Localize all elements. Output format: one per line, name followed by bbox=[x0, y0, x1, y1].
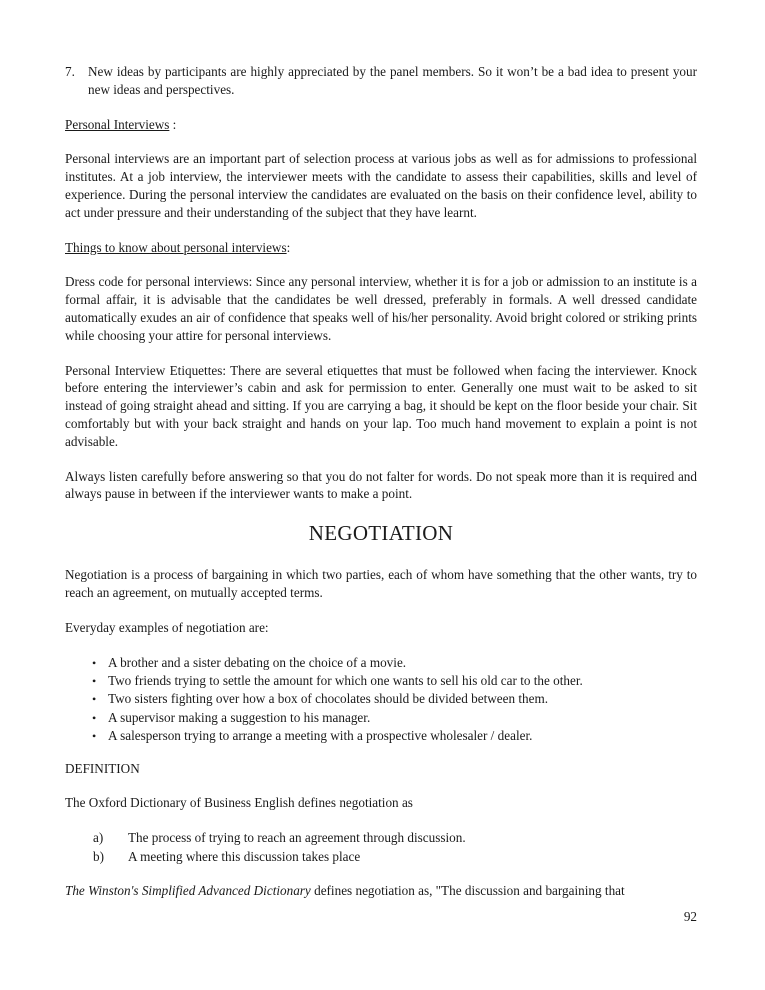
heading-personal-interviews-suffix: : bbox=[169, 116, 177, 132]
heading-definition: DEFINITION bbox=[65, 760, 140, 776]
page-content bbox=[65, 63, 697, 900]
list-item-label: Two friends trying to settle the amount for which one wants to sell his old car to the other. bbox=[108, 672, 583, 688]
list-item-marker: a) bbox=[93, 830, 104, 846]
paragraph-oxford-definition-lead: The Oxford Dictionary of Business English defines negotiation as bbox=[65, 795, 413, 811]
heading-personal-interviews bbox=[65, 116, 697, 134]
heading-things-to-know-suffix: : bbox=[286, 239, 291, 255]
page-number: 92 bbox=[683, 909, 697, 924]
list-item-label: Two sisters fighting over how a box of chocolates should be divided between them. bbox=[108, 691, 549, 707]
list-item bbox=[65, 727, 697, 745]
paragraph-interview-etiquettes: Personal Interview Etiquettes: There are several etiquettes that must be followed when facing the interviewer. Knock before entering the interviewer’s cabin and ask for permission to enter. Generally one must wait to be asked to sit instead of going straight ahead and sitting. If you are carrying a bag, it should be kept on the floor beside your chair. Sit comfortably but with your back straight and hands on your lap. Too much hand movement to explain a point is not advisable. bbox=[65, 362, 697, 449]
paragraph-always-listen: Always listen carefully before answering so that you do not falter for words. Do not speak more than it is required and always pause in between if the interviewer wants to make a point. bbox=[65, 468, 697, 502]
paragraph-dress-code: Dress code for personal interviews: Since any personal interview, whether it is for a job or admission to an institute is a formal affair, it is advisable that the candidates be well dressed, preferably in formals. A well dressed candidate automatically exudes an air of confidence that speaks well of his/her personality. Avoid bright colored or striking prints while choosing your attire for personal interviews. bbox=[65, 274, 697, 343]
paragraph-winstons-dictionary bbox=[65, 882, 697, 900]
cited-dictionary-title: The Winston's Simplified Advanced Dictionary bbox=[65, 883, 311, 899]
list-item-label: A brother and a sister debating on the choice of a movie. bbox=[108, 654, 407, 670]
paragraph-personal-interviews-intro: Personal interviews are an important part of selection process at various jobs as well as for admissions to professional institutes. At a job interview, the interviewer meets with the candidate to assess their capabilities, skills and level of experience. During the personal interview the candidates are evaluated on the basis on their confidence level, ability to act under pressure and their understanding of the subject that they have learnt. bbox=[65, 151, 697, 220]
heading-things-to-know bbox=[65, 239, 697, 257]
list-item bbox=[65, 690, 697, 708]
list-item bbox=[65, 848, 697, 867]
list-item-label: The process of trying to reach an agreement through discussion. bbox=[128, 830, 466, 846]
page-title: NEGOTIATION bbox=[308, 521, 454, 546]
bullet-icon: • bbox=[92, 692, 97, 707]
cited-dictionary-rest: defines negotiation as, "The discussion and bargaining that bbox=[310, 883, 625, 899]
numbered-list-item-7 bbox=[65, 63, 697, 99]
list-item-label: A meeting where this discussion takes place bbox=[128, 848, 361, 864]
bullet-icon: • bbox=[92, 729, 97, 744]
definition-items-list bbox=[65, 829, 697, 866]
bullet-icon: • bbox=[92, 673, 97, 688]
list-item bbox=[65, 709, 697, 727]
list-item bbox=[65, 654, 697, 672]
list-item-text: New ideas by participants are highly appreciated by the panel members. So it won’t be a bad idea to present your new ideas and perspectives. bbox=[88, 64, 697, 97]
paragraph-examples-lead: Everyday examples of negotiation are: bbox=[65, 619, 269, 635]
list-item bbox=[65, 829, 697, 848]
negotiation-examples-list bbox=[65, 654, 697, 746]
list-item-marker: b) bbox=[93, 848, 104, 864]
list-item-number: 7. bbox=[65, 64, 75, 79]
list-item-label: A supervisor making a suggestion to his manager. bbox=[108, 709, 371, 725]
bullet-icon: • bbox=[92, 710, 97, 725]
list-item-label: A salesperson trying to arrange a meeting with a prospective wholesaler / dealer. bbox=[108, 728, 533, 744]
list-item bbox=[65, 672, 697, 690]
paragraph-negotiation-definition-intro: Negotiation is a process of bargaining in which two parties, each of whom have something that the other wants, try to reach an agreement, on mutually accepted terms. bbox=[65, 567, 697, 600]
heading-things-to-know-label: Things to know about personal interviews bbox=[65, 239, 287, 255]
bullet-icon: • bbox=[92, 655, 97, 670]
heading-personal-interviews-label: Personal Interviews bbox=[65, 116, 170, 132]
